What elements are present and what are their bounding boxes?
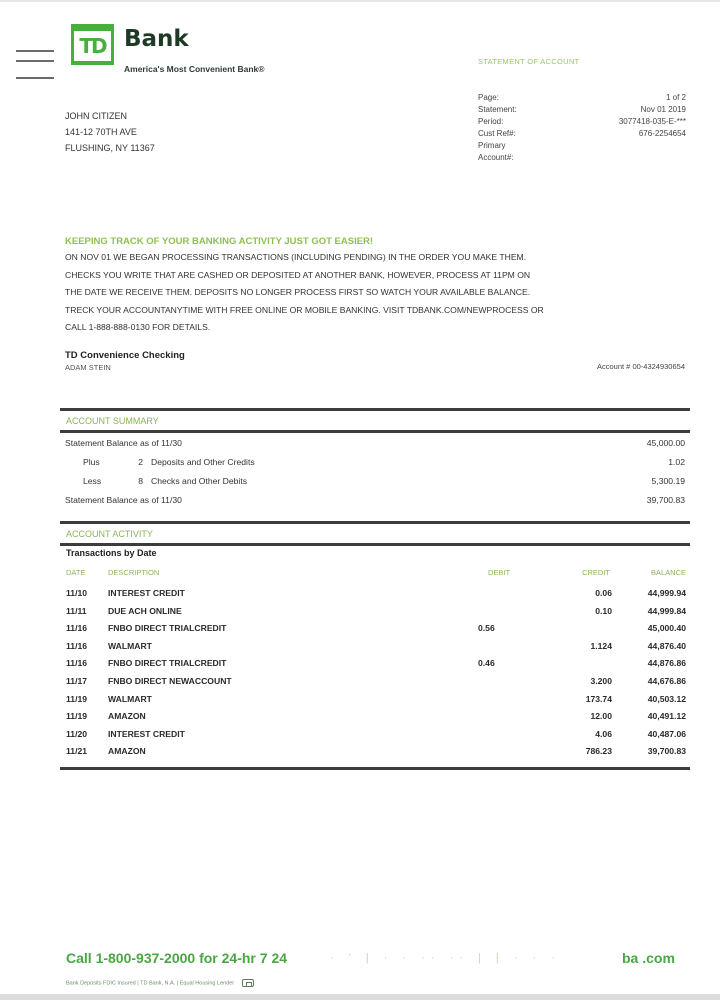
cell-credit — [548, 655, 612, 673]
cell-balance: 44,676.86 — [647, 675, 686, 686]
notice-line: CALL 1-888-888-0130 FOR DETAILS. — [65, 322, 211, 333]
col-description: DESCRIPTION — [108, 568, 160, 577]
summary-op: Less — [83, 476, 102, 486]
cell-date: 11/21 — [66, 746, 88, 757]
notice-body — [65, 249, 665, 337]
cell-debit — [478, 585, 548, 603]
activity-heading: ACCOUNT ACTIVITY — [66, 529, 153, 539]
cell-credit: 4.06 — [595, 728, 612, 739]
table-row — [66, 726, 686, 744]
hamburger-menu-button[interactable] — [16, 44, 56, 80]
cell-debit — [478, 691, 548, 709]
cell-description: INTEREST CREDIT — [108, 728, 185, 739]
cell-credit: 0.10 — [595, 605, 612, 616]
address-line-2: FLUSHING, NY 11367 — [65, 143, 155, 153]
meta-row-page — [478, 92, 686, 104]
table-row — [66, 585, 686, 603]
cell-debit: 0.56 — [478, 623, 495, 634]
section-divider — [60, 767, 690, 770]
summary-amount: 39,700.83 — [646, 495, 685, 505]
col-credit: CREDIT — [582, 568, 610, 577]
customer-name: JOHN CITIZEN — [65, 111, 127, 121]
equal-housing-icon — [242, 979, 254, 987]
statement-title: STATEMENT OF ACCOUNT — [478, 57, 580, 66]
cell-date: 11/17 — [66, 675, 88, 686]
cell-balance: 40,487.06 — [647, 728, 686, 739]
activity-column-headers — [66, 564, 686, 582]
cell-credit: 0.06 — [595, 588, 612, 598]
meta-row-cust-ref — [478, 128, 686, 140]
logo-text: TD — [74, 31, 110, 61]
col-date: DATE — [66, 568, 86, 577]
table-row — [66, 691, 686, 709]
account-number: Account # 00-4324930654 — [597, 362, 685, 371]
bank-tagline: America's Most Convenient Bank® — [124, 64, 265, 74]
footer-phone: Call 1-800-937-2000 for 24-hr 7 24 — [66, 950, 288, 966]
cell-date: 11/20 — [66, 728, 88, 739]
meta-row-period — [478, 116, 686, 128]
cell-credit: 3.200 — [590, 675, 612, 686]
summary-amount: 45,000.00 — [646, 438, 685, 448]
summary-count: 2 — [138, 457, 143, 467]
cell-debit — [478, 743, 548, 761]
col-debit: DEBIT — [488, 568, 511, 577]
summary-amount: 5,300.19 — [651, 476, 685, 486]
meta-row-account — [478, 152, 686, 164]
cell-credit: 1.124 — [590, 640, 612, 651]
cell-debit: 0.46 — [478, 658, 495, 669]
cell-description: FNBO DIRECT TRIALCREDIT — [108, 623, 227, 634]
summary-row-closing — [65, 491, 685, 510]
cell-description: AMAZON — [108, 711, 146, 722]
cell-credit — [548, 620, 612, 638]
table-row — [66, 620, 686, 638]
table-row — [66, 655, 686, 673]
cell-balance: 40,503.12 — [647, 693, 686, 704]
summary-label: Checks and Other Debits — [151, 476, 248, 486]
cell-balance: 44,999.94 — [647, 588, 686, 598]
td-logo-icon — [71, 24, 114, 65]
meta-label: Page: — [478, 93, 499, 102]
cell-debit — [478, 726, 548, 744]
cell-balance: 40,491.12 — [647, 711, 686, 722]
cell-date: 11/19 — [66, 693, 88, 704]
summary-op: Plus — [83, 457, 100, 467]
cell-debit — [478, 638, 548, 656]
table-row — [66, 743, 686, 761]
footer-blurred-text: · ' | · · ·· ·· | | · · · — [330, 952, 561, 964]
summary-label: Deposits and Other Credits — [151, 457, 255, 467]
account-summary — [65, 434, 685, 510]
transactions-table — [66, 585, 686, 761]
cell-date: 11/16 — [66, 623, 88, 634]
cell-balance: 44,999.84 — [647, 605, 686, 616]
meta-value: 676-2254654 — [638, 129, 686, 138]
summary-row-less — [65, 472, 685, 491]
notice-line: CHECKS YOU WRITE THAT ARE CASHED OR DEPOSITED AT ANOTHER BANK, HOWEVER, PROCESS AT 11PM ON — [65, 269, 531, 280]
address-line-1: 141-12 70TH AVE — [65, 127, 137, 137]
meta-label: Primary — [478, 141, 506, 150]
menu-line — [16, 77, 54, 79]
notice-line: THE DATE WE RECEIVE THEM. DEPOSITS NO LONGER PROCESS FIRST SO WATCH YOUR AVAILABLE BALANCE. — [65, 287, 531, 298]
section-divider — [60, 543, 690, 546]
notice-line: TRECK YOUR ACCOUNTANYTIME WITH FREE ONLINE OR MOBILE BANKING. VISIT TDBANK.COM/NEWPROCESS OR — [65, 304, 544, 315]
section-divider — [60, 430, 690, 433]
meta-value: Nov 01 2019 — [640, 105, 686, 114]
bank-name: Bank — [124, 26, 189, 52]
table-row — [66, 673, 686, 691]
cell-balance: 39,700.83 — [647, 746, 686, 757]
summary-count: 8 — [138, 476, 143, 486]
meta-label: Cust Ref#: — [478, 129, 516, 138]
legal-text: Bank Deposits FDIC Insured | TD Bank, N.A. | Equal Housing Lender — [66, 980, 235, 987]
summary-row-plus — [65, 453, 685, 472]
activity-subheading: Transactions by Date — [66, 548, 157, 558]
summary-plus-desc — [65, 453, 565, 472]
product-name: TD Convenience Checking — [65, 350, 185, 361]
notice-line: ON NOV 01 WE BEGAN PROCESSING TRANSACTIONS (INCLUDING PENDING) IN THE ORDER YOU MAKE THEM. — [65, 252, 527, 262]
cell-description: WALMART — [108, 640, 152, 651]
cell-balance: 44,876.86 — [647, 658, 686, 669]
cell-debit — [478, 603, 548, 621]
account-owner: ADAM STEIN — [65, 363, 111, 372]
cell-description: AMAZON — [108, 746, 146, 757]
summary-less-desc — [65, 472, 565, 491]
footer-legal — [66, 979, 254, 987]
cell-date: 11/16 — [66, 658, 88, 669]
summary-row-opening — [65, 434, 685, 453]
table-row — [66, 638, 686, 656]
processing-notice — [65, 236, 665, 337]
meta-label: Period: — [478, 117, 504, 126]
cell-debit — [478, 708, 548, 726]
cell-description: FNBO DIRECT TRIALCREDIT — [108, 658, 227, 669]
notice-title: KEEPING TRACK OF YOUR BANKING ACTIVITY JUST GOT EASIER! — [65, 236, 374, 247]
cell-credit: 786.23 — [585, 746, 612, 757]
top-border — [0, 0, 720, 2]
cell-debit — [478, 673, 548, 691]
meta-value: 1 of 2 — [665, 93, 686, 102]
cell-date: 11/19 — [66, 711, 88, 722]
section-divider — [60, 521, 690, 524]
cell-balance: 44,876.40 — [647, 640, 686, 651]
cell-description: WALMART — [108, 693, 152, 704]
meta-label: Account#: — [478, 153, 514, 162]
account-product — [65, 350, 185, 372]
cell-description: INTEREST CREDIT — [108, 588, 185, 598]
summary-label: Statement Balance as of 11/30 — [65, 438, 182, 448]
meta-row-primary — [478, 140, 686, 152]
cell-date: 11/16 — [66, 640, 88, 651]
customer-address — [65, 108, 155, 156]
menu-line — [16, 60, 54, 62]
cell-date: 11/10 — [66, 588, 88, 598]
summary-label: Statement Balance as of 11/30 — [65, 495, 182, 505]
meta-value: 3077418-035-E-*** — [618, 117, 686, 126]
cell-date: 11/11 — [66, 605, 87, 616]
table-row — [66, 603, 686, 621]
section-divider — [60, 408, 690, 411]
cell-credit: 12.00 — [590, 711, 612, 722]
cell-balance: 45,000.40 — [647, 623, 686, 634]
table-row — [66, 708, 686, 726]
bottom-border — [0, 994, 720, 1000]
summary-heading: ACCOUNT SUMMARY — [66, 416, 159, 426]
meta-row-statement — [478, 104, 686, 116]
menu-line — [16, 50, 54, 52]
statement-meta — [478, 92, 686, 164]
cell-description: DUE ACH ONLINE — [108, 605, 182, 616]
footer-website: ba .com — [622, 950, 675, 966]
col-balance: BALANCE — [650, 568, 686, 577]
summary-amount: 1.02 — [668, 457, 685, 467]
meta-label: Statement: — [478, 105, 517, 114]
cell-description: FNBO DIRECT NEWACCOUNT — [108, 675, 232, 686]
cell-credit: 173.74 — [585, 693, 612, 704]
